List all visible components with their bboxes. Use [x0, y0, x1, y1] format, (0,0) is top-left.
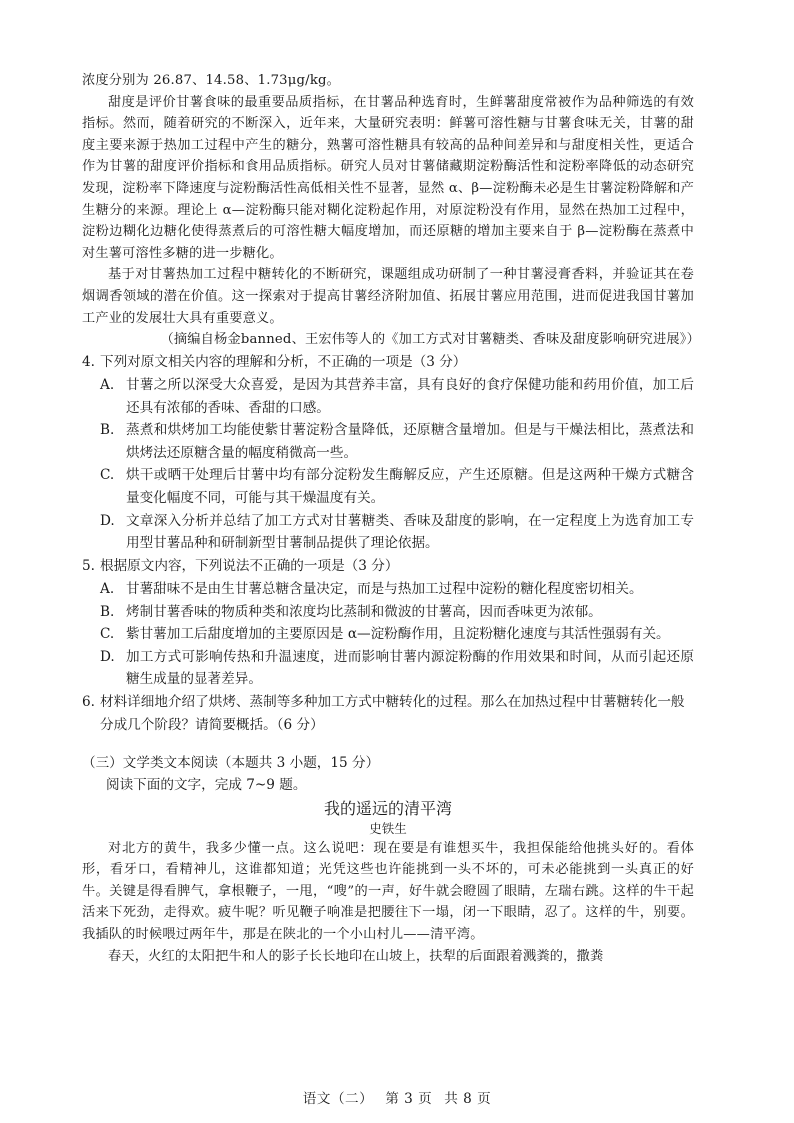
question-number: 6. — [82, 694, 95, 711]
story-paragraph-2: 春天，火红的太阳把牛和人的影子长长地印在山坡上，扶犁的后面跟着溅粪的，撒粪 — [108, 948, 604, 964]
passage-paragraph-0: 浓度分别为 26.87、14.58、1.73μg/kg。 — [82, 73, 341, 88]
option-a: A. 甘薯甜味不是由生甘薯总糖含量决定，而是与热加工过程中淀粉的糖化程度密切相关。 — [100, 581, 643, 598]
passage-source: （摘编自杨金banned、王宏伟等人的《加工方式对甘薯糖类、香味及甜度影响研究进展》） — [160, 332, 700, 348]
question-stem: 下列对原文相关内容的理解和分析，不正确的一项是（3 分） — [100, 353, 467, 370]
section-heading: （三）文学类文本阅读（本题共 3 小题，15 分） — [82, 754, 380, 771]
question-5 — [82, 555, 694, 691]
footer-subject: 语文（二） — [302, 1091, 374, 1107]
option-b: B. 烤制甘薯香味的物质种类和浓度均比蒸制和微波的甘薯高，因而香味更为浓郁。 — [100, 603, 602, 620]
question-4 — [82, 351, 694, 555]
story-author: 史铁生 — [369, 820, 407, 836]
option-c: C. 烘干或晒干处理后甘薯中均有部分淀粉发生酶解反应，产生还原糖。但是这两种干燥方式糖含量变化幅度不同，可能与其干燥温度有关。 — [100, 467, 694, 506]
question-number: 5. — [82, 557, 95, 574]
story-paragraph-1: 对北方的黄牛，我多少懂一点。这么说吧：现在要是有谁想买牛，我担保能给他挑头好的。看体形，看牙口，看精神儿，这谁都知道；光凭这些也许能挑到一头不坏的，可未必能挑到一头真正的好牛。关键是得看脾气，拿根鞭子，一甩，“嗖”的一声，好牛就会瞪圆了眼睛，左瑞右跳。这样的牛干起活来下死劲，走得欢。疲牛呢？听见鞭子响准是把腰往下一塌，闭一下眼睛，忍了。这样的牛，别要。我插队的时候喂过两年牛，那是在陕北的一个小山村儿——清平湾。 — [82, 840, 694, 942]
question-number: 4. — [82, 353, 95, 370]
passage-paragraph-1: 甜度是评价甘薯食味的最重要品质指标，在甘薯品种选育时，生鲜薯甜度常被作为品种筛选的有效指标。然而，随着研究的不断深入，近年来，大量研究表明：鲜薯可溶性糖与甘薯食味无关，甘薯的甜度主要来源于热加工过程中产生的糖分，熟薯可溶性糖具有较高的品种间差异和与甜度相关性，更适合作为甘薯的甜度评价指标和食用品质指标。研究人员对甘薯储藏期淀粉酶活性和淀粉率降低的动态研究发现，淀粉率下降速度与淀粉酶活性高低相关性不显著，显然 α、β—淀粉酶未必是生甘薯淀粉降解和产生糖分的来源。理论上 α—淀粉酶只能对糊化淀粉起作用，对原淀粉没有作用，显然在热加工过程中，淀粉边糊化边糖化使得蒸煮后的可溶性糖大幅度增加，而还原糖的增加主要来自于 β—淀粉酶在蒸煮中对生薯可溶性多糖的进一步糖化。 — [82, 94, 694, 261]
option-b: B. 蒸煮和烘烤加工均能使紫甘薯淀粉含量降低，还原糖含量增加。但是与干燥法相比，蒸煮法和烘烤法还原糖含量的幅度稍微高一些。 — [100, 422, 694, 461]
passage-paragraph-2: 基于对甘薯热加工过程中糖转化的不断研究，课题组成功研制了一种甘薯浸膏香料，并验证其在卷烟调香领域的潜在价值。这一探索对于提高甘薯经济附加值、拓展甘薯应用范围，进而促进我国甘薯加工产业的发展壮大具有重要意义。 — [82, 267, 694, 326]
question-stem: 材料详细地介绍了烘烤、蒸制等多种加工方式中糖转化的过程。那么在加热过程中甘薯糖转化一般分成几个阶段？请简要概括。（6 分） — [100, 694, 685, 734]
footer-total-pages: 共 8 页 — [444, 1091, 492, 1107]
option-a: A. 甘薯之所以深受大众喜爱，是因为其营养丰富，具有良好的食疗保健功能和药用价值，加工后还具有浓郁的香味、香甜的口感。 — [100, 377, 694, 416]
option-d: D. 加工方式可影响传热和升温速度，进而影响甘薯内源淀粉酶的作用效果和时间，从而引起还原糖生成量的显著差异。 — [100, 648, 694, 688]
exam-page — [82, 70, 700, 967]
footer-page-number: 第 3 页 — [385, 1091, 433, 1107]
story-title: 我的遥远的清平湾 — [323, 798, 452, 818]
page-footer — [0, 1087, 794, 1107]
reading-instruction: 阅读下面的文字，完成 7~9 题。 — [106, 776, 307, 793]
question-stem: 根据原文内容，下列说法不正确的一项是（3 分） — [100, 557, 399, 574]
option-d: D. 文章深入分析并总结了加工方式对甘薯糖类、香味及甜度的影响，在一定程度上为选育加工专用型甘薯品种和研制新型甘薯制品提供了理论依据。 — [100, 512, 694, 552]
option-c: C. 紫甘薯加工后甜度增加的主要原因是 α—淀粉酶作用，且淀粉糖化速度与其活性强弱有关。 — [100, 626, 670, 643]
question-6 — [82, 691, 694, 738]
